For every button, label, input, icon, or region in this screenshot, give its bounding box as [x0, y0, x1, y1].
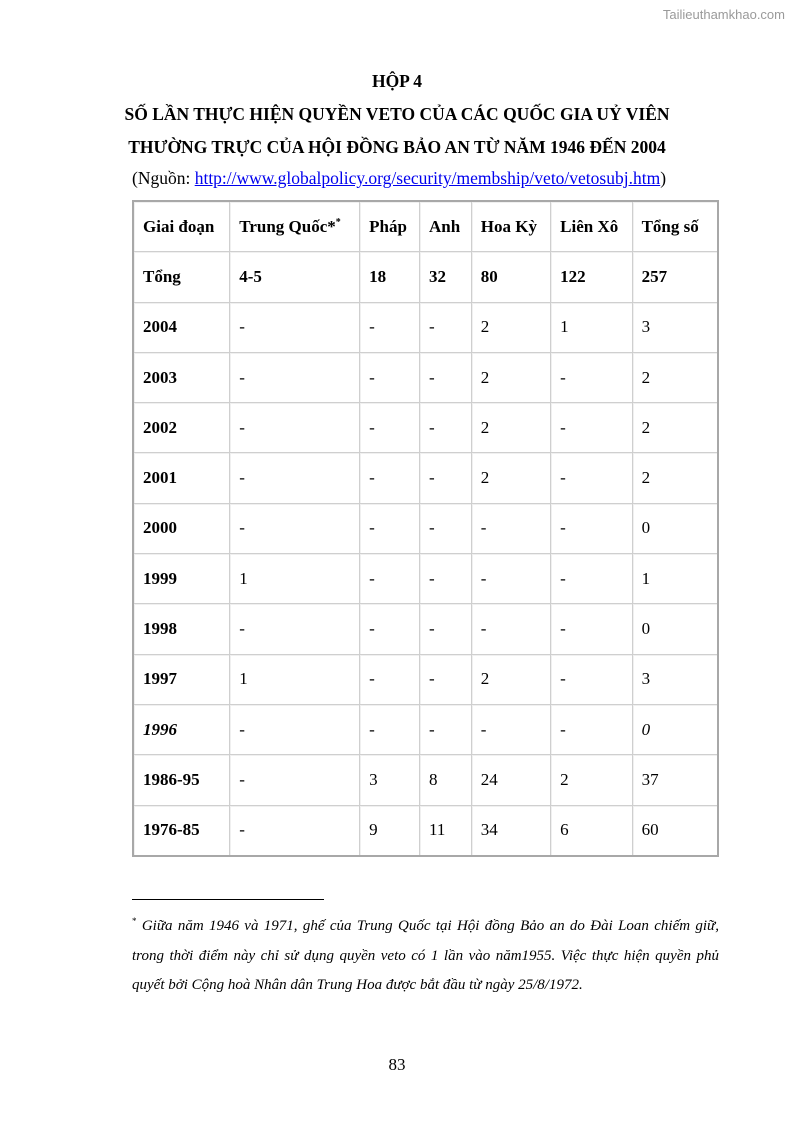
- value-cell: -: [472, 604, 551, 654]
- value-cell: -: [472, 705, 551, 755]
- period-cell: 1998: [134, 604, 230, 654]
- value-cell: 1: [551, 303, 632, 353]
- total-cell: 122: [551, 252, 632, 302]
- period-cell: 1976-85: [134, 806, 230, 855]
- header-cell: Hoa Kỳ: [472, 202, 551, 252]
- value-cell: -: [230, 604, 360, 654]
- value-cell: -: [360, 554, 420, 604]
- value-cell: 2: [472, 403, 551, 453]
- value-cell: -: [551, 554, 632, 604]
- value-cell: 2: [633, 403, 717, 453]
- period-cell: 2002: [134, 403, 230, 453]
- value-cell: -: [420, 353, 472, 403]
- table-header-row: [134, 202, 717, 252]
- table-row: [134, 303, 717, 353]
- value-cell: 6: [551, 806, 632, 855]
- value-cell: -: [420, 705, 472, 755]
- value-cell: -: [360, 705, 420, 755]
- value-cell: -: [230, 755, 360, 805]
- table-row: [134, 504, 717, 554]
- value-cell: 2: [633, 353, 717, 403]
- table-row: [134, 453, 717, 503]
- table-row: [134, 554, 717, 604]
- value-cell: -: [230, 453, 360, 503]
- value-cell: -: [360, 504, 420, 554]
- value-cell: 60: [633, 806, 717, 855]
- footnote-mark: *: [132, 916, 137, 926]
- value-cell: -: [472, 554, 551, 604]
- value-cell: -: [230, 806, 360, 855]
- value-cell: -: [551, 655, 632, 705]
- period-cell: 1986-95: [134, 755, 230, 805]
- period-cell: 1999: [134, 554, 230, 604]
- value-cell: 2: [472, 453, 551, 503]
- header-cell: Anh: [420, 202, 472, 252]
- value-cell: -: [472, 504, 551, 554]
- value-cell: 3: [633, 303, 717, 353]
- footnote-divider: [132, 899, 324, 900]
- header-cell: [230, 202, 360, 252]
- total-cell: 257: [633, 252, 717, 302]
- source-suffix: ): [660, 168, 667, 188]
- period-cell: 2000: [134, 504, 230, 554]
- period-cell: 2001: [134, 453, 230, 503]
- value-cell: -: [420, 655, 472, 705]
- veto-table: [132, 200, 719, 857]
- value-cell: 2: [472, 303, 551, 353]
- period-cell: 2003: [134, 353, 230, 403]
- value-cell: -: [420, 604, 472, 654]
- value-cell: 9: [360, 806, 420, 855]
- value-cell: -: [360, 403, 420, 453]
- header-cell: Giai đoạn: [134, 202, 230, 252]
- value-cell: -: [360, 353, 420, 403]
- value-cell: -: [551, 403, 632, 453]
- value-cell: 2: [472, 353, 551, 403]
- header-cell: Pháp: [360, 202, 420, 252]
- value-cell: 11: [420, 806, 472, 855]
- value-cell: -: [230, 504, 360, 554]
- value-cell: 0: [633, 604, 717, 654]
- value-cell: -: [551, 353, 632, 403]
- value-cell: -: [360, 655, 420, 705]
- value-cell: 0: [633, 705, 717, 755]
- total-cell: Tổng: [134, 252, 230, 302]
- value-cell: -: [551, 604, 632, 654]
- value-cell: -: [230, 403, 360, 453]
- footnote-marker: *: [335, 216, 341, 228]
- source-line: [132, 168, 666, 188]
- table-row: [134, 755, 717, 805]
- box-title-line1: SỐ LẦN THỰC HIỆN QUYỀN VETO CỦA CÁC QUỐC GIA UỶ VIÊN: [124, 104, 670, 124]
- table-row: [134, 403, 717, 453]
- table-row: [134, 655, 717, 705]
- value-cell: -: [230, 303, 360, 353]
- value-cell: -: [551, 453, 632, 503]
- value-cell: 2: [551, 755, 632, 805]
- value-cell: -: [230, 705, 360, 755]
- table-row: [134, 604, 717, 654]
- value-cell: -: [551, 504, 632, 554]
- value-cell: -: [420, 554, 472, 604]
- value-cell: 0: [633, 504, 717, 554]
- value-cell: 2: [633, 453, 717, 503]
- value-cell: 1: [230, 554, 360, 604]
- value-cell: -: [230, 353, 360, 403]
- footnote-text: Giữa năm 1946 và 1971, ghế của Trung Quốc tại Hội đồng Bảo an do Đài Loan chiếm giữ, trong thời điểm này chỉ sử dụng quyền veto có 1 lần vào năm1955. Việc thực hiện quyền phủ quyết bởi Cộng hoà Nhân dân Trung Hoa được bắt đầu từ ngày 25/8/1972.: [132, 918, 719, 993]
- value-cell: -: [420, 453, 472, 503]
- page-number: 83: [388, 1055, 406, 1074]
- table-row: [134, 705, 717, 755]
- total-cell: 4-5: [230, 252, 360, 302]
- value-cell: 34: [472, 806, 551, 855]
- value-cell: 3: [633, 655, 717, 705]
- header-cell: Liên Xô: [551, 202, 632, 252]
- header-cell: Tổng số: [633, 202, 717, 252]
- value-cell: -: [360, 453, 420, 503]
- value-cell: 37: [633, 755, 717, 805]
- value-cell: -: [420, 403, 472, 453]
- value-cell: 3: [360, 755, 420, 805]
- table-row: [134, 806, 717, 855]
- value-cell: -: [360, 604, 420, 654]
- watermark: Tailieuthamkhao.com: [662, 7, 785, 22]
- box-title-line2: THƯỜNG TRỰC CỦA HỘI ĐỒNG BẢO AN TỪ NĂM 1946 ĐẾN 2004: [128, 137, 666, 157]
- value-cell: -: [551, 705, 632, 755]
- total-row: [134, 252, 717, 302]
- header-cell-label: Trung Quốc*: [239, 216, 336, 236]
- value-cell: 24: [472, 755, 551, 805]
- source-link[interactable]: http://www.globalpolicy.org/security/membship/veto/vetosubj.htm: [194, 168, 661, 188]
- period-cell: 1996: [134, 705, 230, 755]
- value-cell: -: [360, 303, 420, 353]
- footnote: [132, 907, 719, 1001]
- table-row: [134, 353, 717, 403]
- box-label: HỘP 4: [371, 71, 423, 91]
- value-cell: -: [420, 303, 472, 353]
- value-cell: 8: [420, 755, 472, 805]
- value-cell: -: [420, 504, 472, 554]
- period-cell: 2004: [134, 303, 230, 353]
- value-cell: 1: [633, 554, 717, 604]
- total-cell: 32: [420, 252, 472, 302]
- total-cell: 80: [472, 252, 551, 302]
- value-cell: 2: [472, 655, 551, 705]
- total-cell: 18: [360, 252, 420, 302]
- value-cell: 1: [230, 655, 360, 705]
- period-cell: 1997: [134, 655, 230, 705]
- source-prefix: (Nguồn:: [132, 168, 195, 188]
